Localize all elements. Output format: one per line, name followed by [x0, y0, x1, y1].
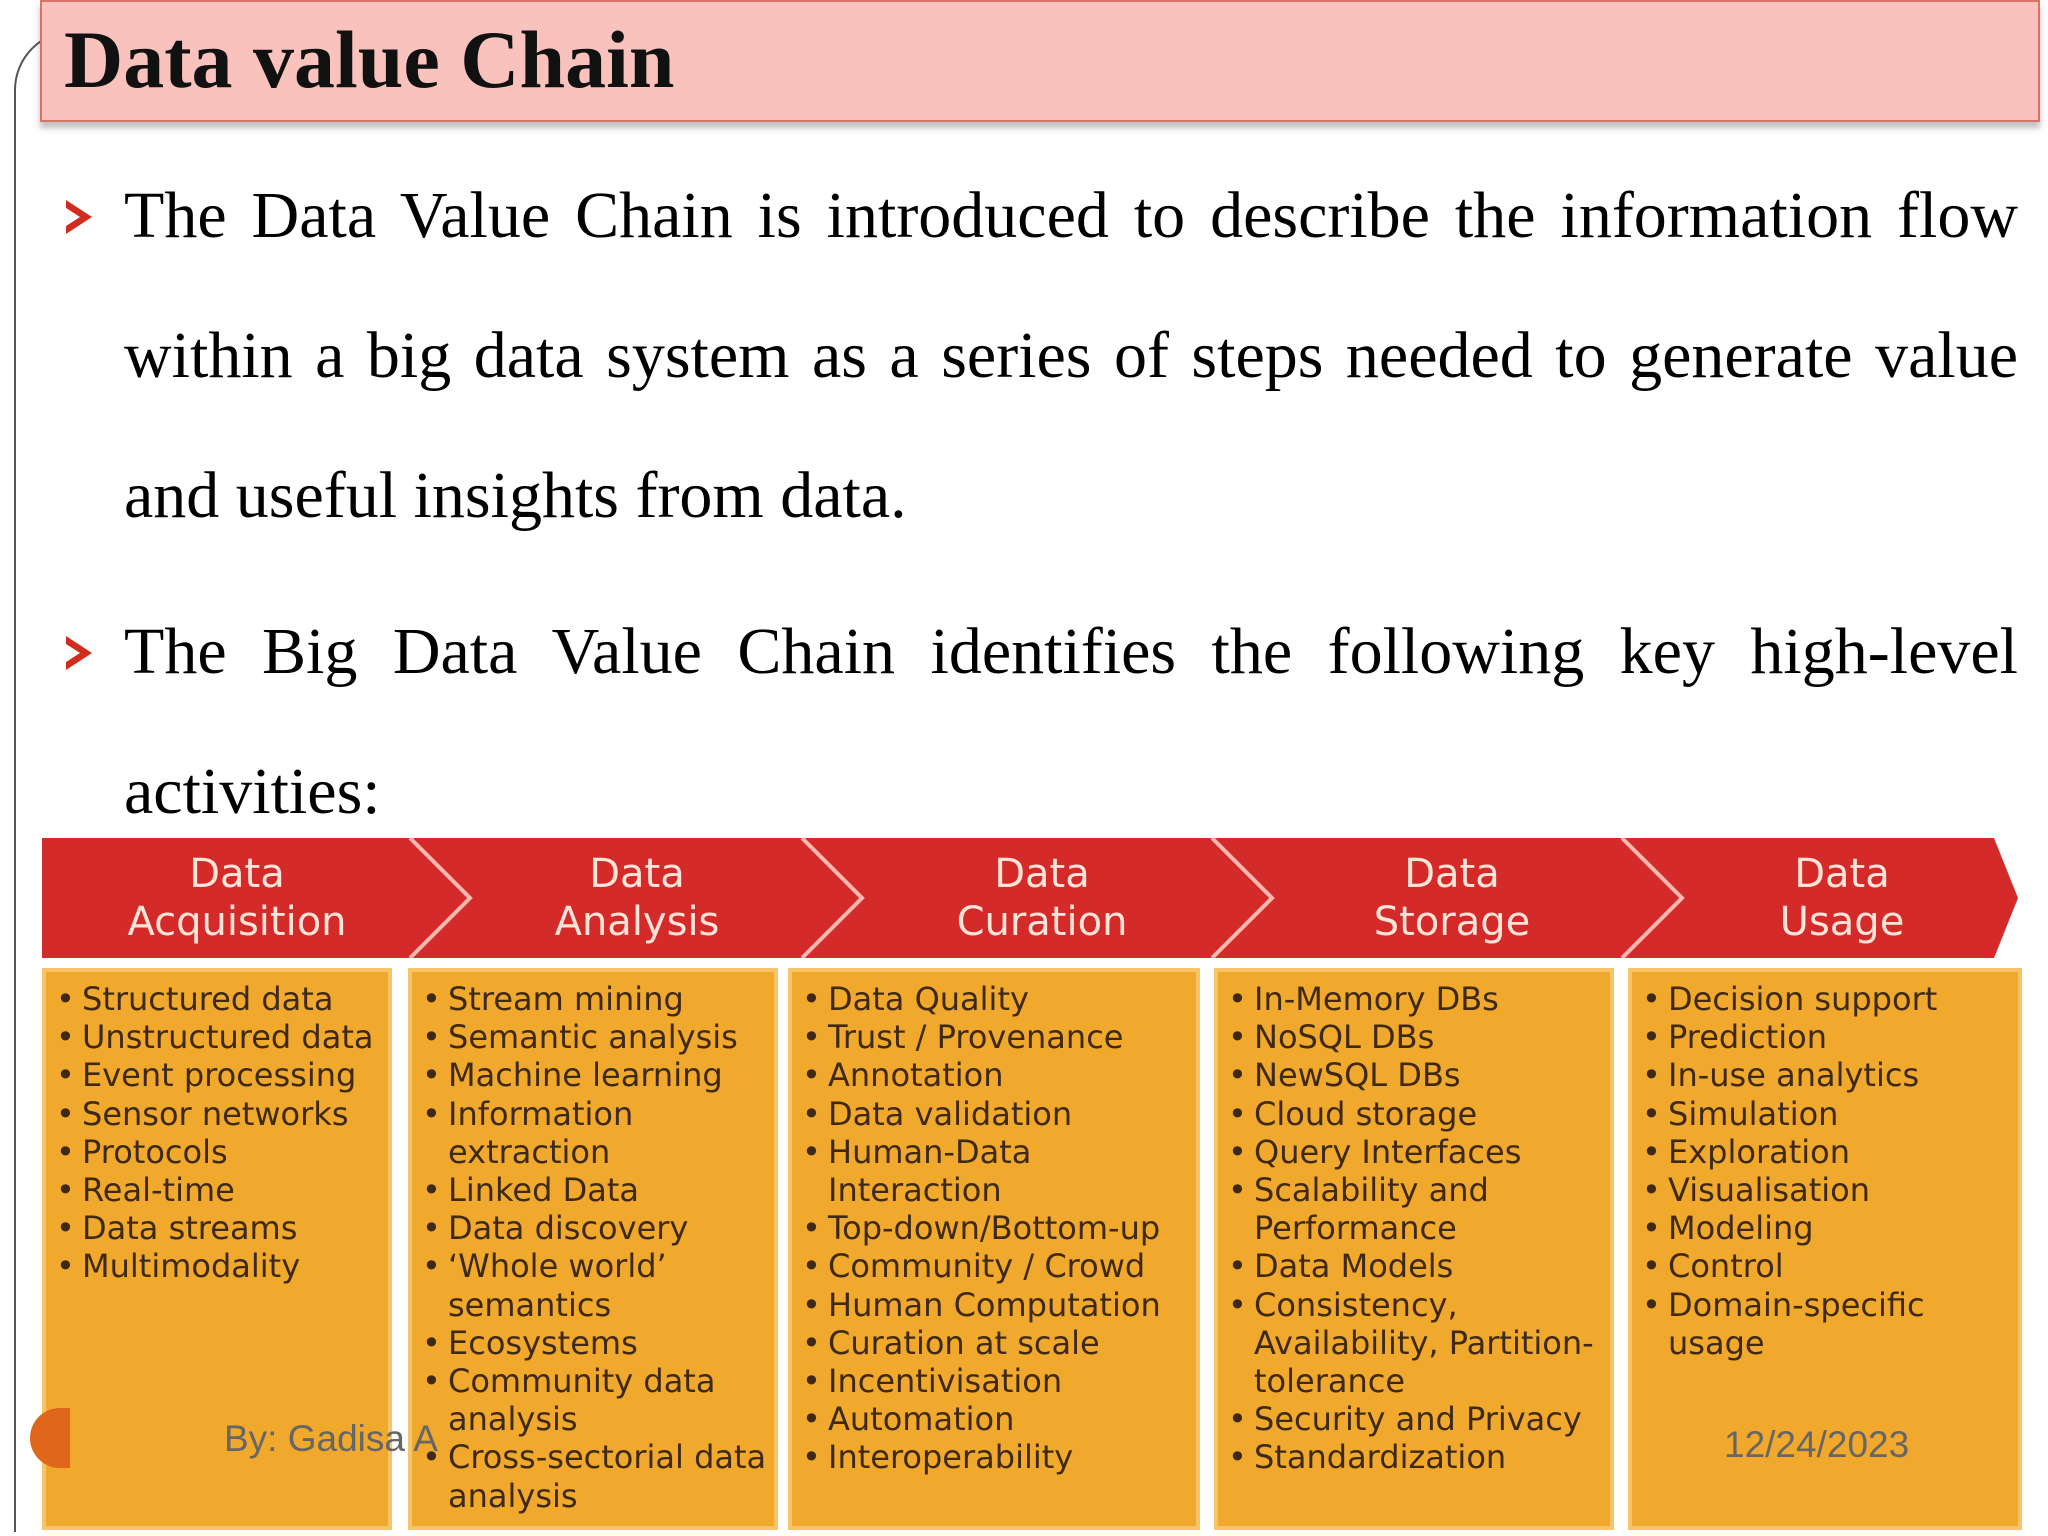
stage-item: • Prediction	[1668, 1018, 2022, 1056]
stage-item: • Human-Data Interaction	[828, 1133, 1200, 1209]
stage-header-acquisition	[42, 850, 432, 946]
stage-item: • Simulation	[1668, 1095, 2022, 1133]
stage-item: • Cloud storage	[1254, 1095, 1614, 1133]
stage-item: • Real-time	[82, 1171, 392, 1209]
bullet-2	[124, 582, 2018, 862]
stage-item: • Trust / Provenance	[828, 1018, 1200, 1056]
stage-header-line2: Storage	[1373, 899, 1531, 945]
stage-item: • Community / Crowd	[828, 1247, 1200, 1285]
stage-item: • Information extraction	[448, 1095, 778, 1171]
arrow-bullet-icon	[66, 636, 92, 670]
stage-item: • Data validation	[828, 1095, 1200, 1133]
stage-item: • Multimodality	[82, 1247, 392, 1285]
stage-header-line1: Data	[1794, 851, 1890, 897]
stage-item: • Decision support	[1668, 980, 2022, 1018]
stage-item: • Unstructured data	[82, 1018, 392, 1056]
stage-item-list	[1628, 968, 2022, 1362]
stage-item: • Stream mining	[448, 980, 778, 1018]
stage-item: • Curation at scale	[828, 1324, 1200, 1362]
stage-item: • NewSQL DBs	[1254, 1056, 1614, 1094]
stage-column-storage	[1214, 968, 1614, 1530]
stage-item: • Sensor networks	[82, 1095, 392, 1133]
stage-item: • Automation	[828, 1400, 1200, 1438]
footer-date: 12/24/2023	[1724, 1424, 1910, 1465]
stage-item-list	[42, 968, 392, 1286]
stage-item: • Modeling	[1668, 1209, 2022, 1247]
stage-header-line2: Acquisition	[127, 899, 347, 945]
stage-header-usage	[1662, 850, 2022, 946]
stage-item: • ‘Whole world’ semantics	[448, 1247, 778, 1323]
stage-item: • Machine learning	[448, 1056, 778, 1094]
stage-item: • NoSQL DBs	[1254, 1018, 1614, 1056]
title-bar	[40, 0, 2040, 122]
footer-author: By: Gadisa A	[224, 1418, 438, 1459]
bullet-1-text: The Data Value Chain is introduced to describe the information flow within a big data system as a series of steps needed to generate value and useful insights from data.	[124, 179, 2018, 532]
stage-item: • Incentivisation	[828, 1362, 1200, 1400]
stage-item: • Data discovery	[448, 1209, 778, 1247]
stage-header-analysis	[442, 850, 832, 946]
stage-item: • Structured data	[82, 980, 392, 1018]
stage-item-list	[408, 968, 778, 1515]
stage-header-line2: Usage	[1779, 899, 1905, 945]
stage-item: • In-Memory DBs	[1254, 980, 1614, 1018]
stage-item: • Cross-sectorial data analysis	[448, 1438, 778, 1514]
stage-item: • Human Computation	[828, 1286, 1200, 1324]
stage-item: • Event processing	[82, 1056, 392, 1094]
stage-item: • Query Interfaces	[1254, 1133, 1614, 1171]
stage-header-line2: Curation	[956, 899, 1128, 945]
stage-header-line1: Data	[589, 851, 685, 897]
stage-item: • Standardization	[1254, 1438, 1614, 1476]
stage-item: • Interoperability	[828, 1438, 1200, 1476]
stage-header-line1: Data	[1404, 851, 1500, 897]
stage-item: • Data Models	[1254, 1247, 1614, 1285]
stage-item: • Top-down/Bottom-up	[828, 1209, 1200, 1247]
stage-item: • Annotation	[828, 1056, 1200, 1094]
stage-item: • In-use analytics	[1668, 1056, 2022, 1094]
stage-item: • Data Quality	[828, 980, 1200, 1018]
stage-item: • Domain-specific usage	[1668, 1286, 2022, 1362]
stage-item: • Security and Privacy	[1254, 1400, 1614, 1438]
stage-item: • Ecosystems	[448, 1324, 778, 1362]
stage-header-line2: Analysis	[554, 899, 720, 945]
stage-column-analysis	[408, 968, 778, 1530]
stage-item-list	[788, 968, 1200, 1477]
bullet-2-text: The Big Data Value Chain identifies the following key high-level activities:	[124, 615, 2018, 828]
stage-item: • Linked Data	[448, 1171, 778, 1209]
stage-item-list	[1214, 968, 1614, 1477]
slide-title: Data value Chain	[64, 14, 675, 105]
bullet-1	[124, 146, 2018, 566]
stage-item: • Control	[1668, 1247, 2022, 1285]
stage-header-line1: Data	[994, 851, 1090, 897]
stage-item: • Visualisation	[1668, 1171, 2022, 1209]
stage-item: • Semantic analysis	[448, 1018, 778, 1056]
stage-item: • Data streams	[82, 1209, 392, 1247]
stage-item: • Community data analysis	[448, 1362, 778, 1438]
stage-item: • Consistency, Availability, Partition-tolerance	[1254, 1286, 1614, 1401]
stage-header-storage	[1252, 850, 1652, 946]
stage-header-line1: Data	[189, 851, 285, 897]
stage-item: • Scalability and Performance	[1254, 1171, 1614, 1247]
stage-item: • Exploration	[1668, 1133, 2022, 1171]
stage-item: • Protocols	[82, 1133, 392, 1171]
arrow-bullet-icon	[66, 200, 92, 234]
stage-column-curation	[788, 968, 1200, 1530]
stage-header-curation	[842, 850, 1242, 946]
